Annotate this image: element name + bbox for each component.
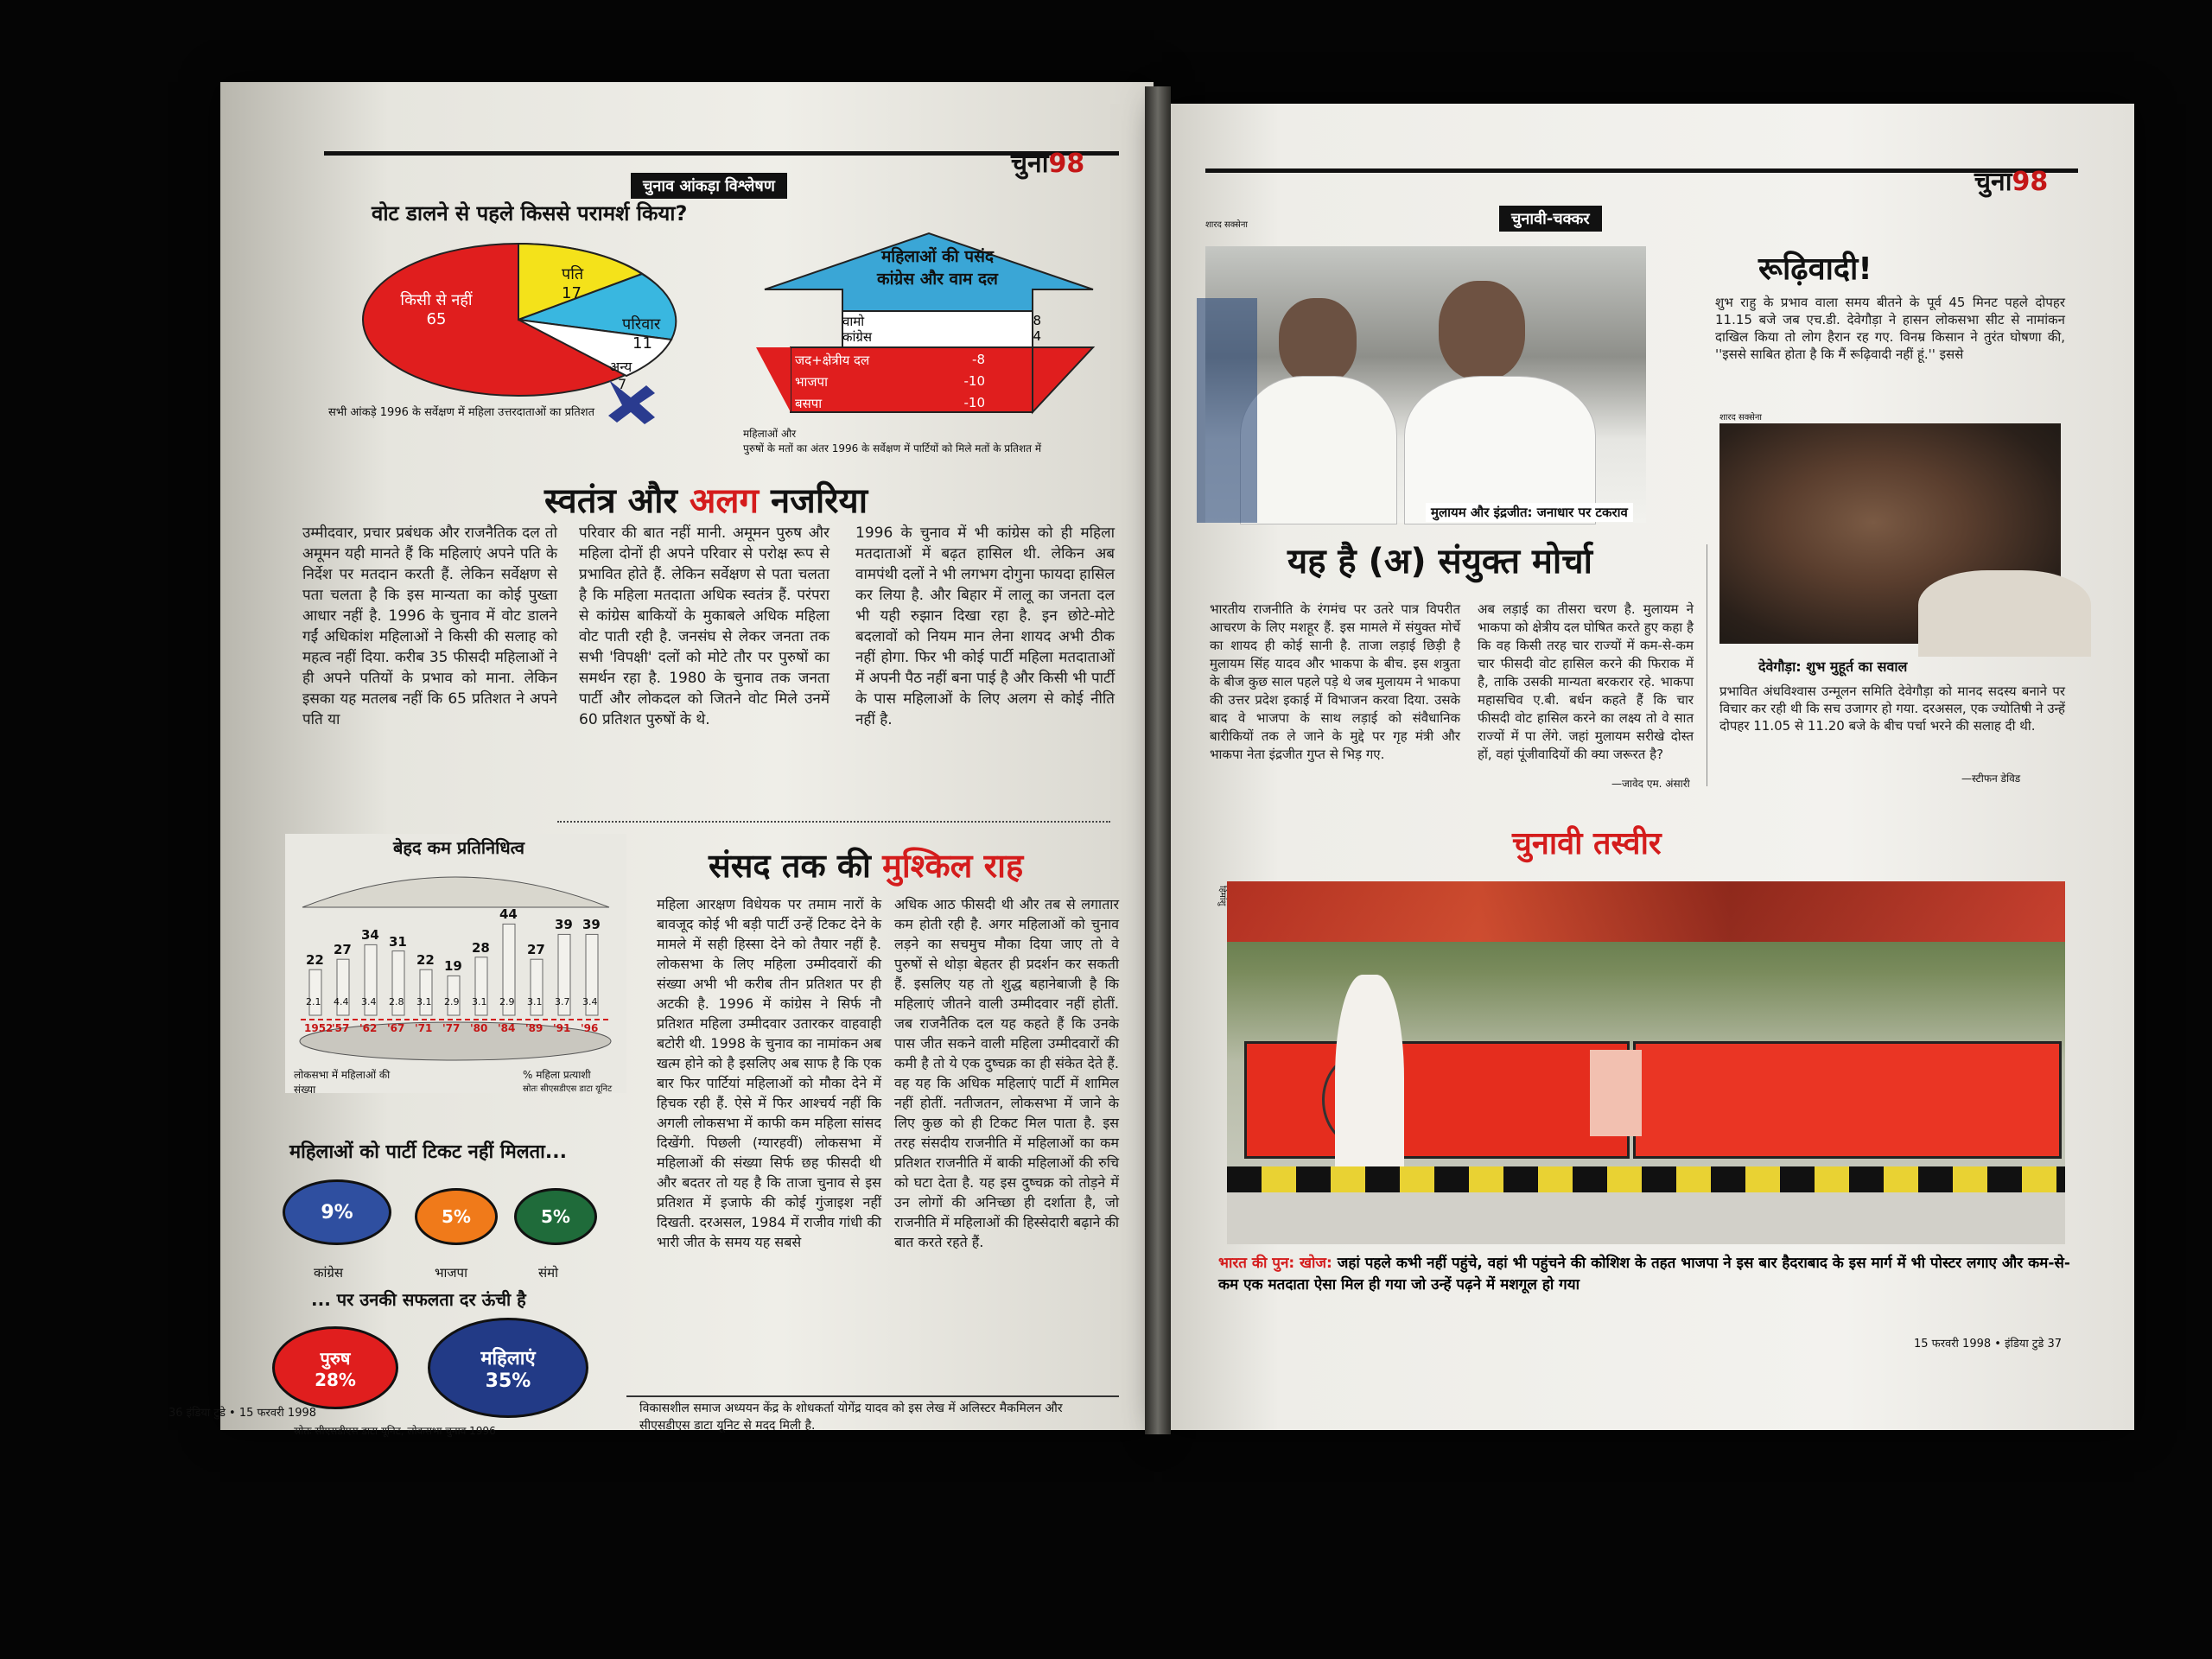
pref-rows xyxy=(842,313,1041,346)
side-caption: देवेगौड़ा: शुभ मुहूर्त का सवाल xyxy=(1758,658,1908,675)
success-men-circle: पुरुष 28% xyxy=(272,1326,398,1409)
year-label: '77 xyxy=(442,1022,461,1034)
ticket-um-circle: 5% xyxy=(514,1188,597,1245)
article2-heading: संसद तक की मुश्किल राह xyxy=(709,847,1024,885)
photo2-caption: भारत की पुन: खोज: जहां पहले कभी नहीं पहुंचे, वहां भी पहुंचने की कोशिश के तहत भाजपा ने इस बार हैदराबाद के इस मार्ग में भी पोस्टर लगाए और कम-से-कम एक मतदाता ऐसा मिल ही गया जो उन्हें पढ़ने में मशगूल हो गया xyxy=(1218,1255,2070,1294)
year-label: '57 xyxy=(332,1022,350,1034)
seat-value-label: 27 xyxy=(334,942,352,958)
success-title: ... पर उनकी सफलता दर ऊंची है xyxy=(311,1289,526,1310)
right-folio: 15 फरवरी 1998 • इंडिया टुडे 37 xyxy=(1914,1338,2063,1351)
footnote-rule xyxy=(626,1395,1119,1397)
pie-label-none: किसी से नहीं 65 xyxy=(400,291,473,328)
year-label: 1952 xyxy=(304,1022,334,1034)
side-photo-credit: शारद सक्सेना xyxy=(1719,413,1763,423)
brand-logo: चुना98 xyxy=(1011,149,1085,179)
article-col2: अब लड़ाई का तीसरा चरण है. मुलायम ने भाकपा को क्षेत्रीय दल घोषित करते हुए कहा है कि वह किसी तरह चार राज्यों में कम-से-कम चार फीसदी वोट हासिल करने की फिराक में है, ताकि उसकी मान्यता बरकरार रहे. भाकपा महासचिव ए.बी. बर्धन कहते हैं कि चार फीसदी वोट हासिल करने का लक्ष्य तो वे सात राज्यों में पा लेंगे. जहां मुलायम सरीखे दोस्त हों, वहां पूंजीवादियों की क्या जरूरत है? xyxy=(1478,601,1694,762)
photo-devegowda xyxy=(1719,423,2061,644)
photo2-heading: चुनावी तस्वीर xyxy=(1512,826,1662,861)
article1-heading: स्वतंत्र और अलग नजरिया xyxy=(544,481,868,521)
pct-value-label: 3.1 xyxy=(472,996,487,1007)
article-byline: —जावेद एम. अंसारी xyxy=(1611,778,1690,790)
pct-value-label: 3.1 xyxy=(527,996,543,1007)
seat-value-label: 44 xyxy=(499,906,518,923)
pref-title: महिलाओं की पसंद कांग्रेस और वाम दल xyxy=(877,247,998,289)
pct-value-label: 3.4 xyxy=(361,996,377,1007)
side-text2: प्रभावित अंधविश्वास उन्मूलन समिति देवेगौड़ा को मानद सदस्य बनाने पर विचार कर रही थी कि सच उजागर हो गया. दरअसल, एक ज्योतिषी ने उन्हें दोपहर 11.05 से 11.20 बजे के बीच पर्चा भरने की सलाह दी थी. xyxy=(1719,683,2065,734)
side-text: शुभ राहु के प्रभाव वाला समय बीतने के पूर्व 45 मिनट पहले दोपहर 11.15 बजे जब एच.डी. देवेगौड़ा ने हासन लोकसभा सीट से नामांकन दाखिल किया तो लोग हैरान रह गए. विनम्र किसान ने तुरंत घोषणा की, ''इससे साबित होता है कि मैं रूढ़िवादी नहीं हूं.'' इससे xyxy=(1715,295,2065,362)
seat-value-label: 19 xyxy=(444,958,462,975)
seat-value-label: 34 xyxy=(361,927,379,944)
pie-note: सभी आंकड़े 1996 के सर्वेक्षण में महिला उत्तरदाताओं का प्रतिशत xyxy=(328,406,595,419)
pct-value-label: 3.1 xyxy=(416,996,432,1007)
pct-value-label: 3.7 xyxy=(555,996,570,1007)
year-label: '80 xyxy=(470,1022,488,1034)
pie-label-family: परिवार 11 xyxy=(622,315,661,353)
year-label: '96 xyxy=(581,1022,599,1034)
pct-value-label: 3.4 xyxy=(582,996,598,1007)
pref-row: बसपा -10 xyxy=(795,395,985,411)
seat-value-label: 28 xyxy=(472,939,490,956)
pct-value-label: 2.1 xyxy=(306,996,321,1007)
top-rule xyxy=(324,151,1119,156)
article-heading: यह है (अ) संयुक्त मोर्चा xyxy=(1287,542,1593,582)
ticket-bjp-label: भाजपा xyxy=(435,1265,467,1281)
right-page xyxy=(1162,104,2134,1430)
photo-mulayam-indrajit xyxy=(1205,246,1646,523)
pref-rows-negative xyxy=(795,352,985,416)
pref-note: महिलाओं और पुरुषों के मतों का अंतर 1996 के सर्वेक्षण में पार्टियों को मिले मतों के प्रतिशत में xyxy=(743,428,1042,454)
article-col1: भारतीय राजनीति के रंगमंच पर उतरे पात्र विपरीत आचरण के लिए मशहूर हैं. इस मामले में संयुक्त मोर्चे का शायद ही कोई सानी है. ताजा लड़ाई छिड़ी है मुलायम सिंह यादव और भाकपा के बीच. इस शत्रुता के बीज कुछ साल पहले पड़े थे जब मुलायम ने भाकपा की उत्तर प्रदेश इकाई में विभाजन करवा दिया. उसके बाद वे भाजपा के साथ लड़ाई को संवैधानिक बारीकियों तक ले जाने के मुद्दे पर गृह मंत्री और भाकपा नेता इंद्रजीत गुप्त से भिड़ गए. xyxy=(1210,601,1460,762)
pie-chart xyxy=(350,229,739,428)
seat-value-label: 22 xyxy=(416,952,435,969)
section-label: चुनाव आंकड़ा विश्लेषण xyxy=(631,173,787,199)
bar-chart-title: बेहद कम प्रतिनिधित्व xyxy=(393,837,525,858)
article2-col1: महिला आरक्षण विधेयक पर तमाम नारों के बावजूद कोई भी बड़ी पार्टी उन्हें टिकट देने के मामले में सही हिस्सा देने को तैयार नहीं है. लोकसभा के लिए महिला उम्मीदवारों की संख्या अभी भी करीब तीन प्रतिशत पर ही अटकी है. 1996 में कांग्रेस ने सिर्फ नौ प्रतिशत महिला उम्मीदवार उतारकर वाहवाही बटोरी थी. 1998 के चुनाव का नामांकन अब खत्म होने को है इसलिए अब साफ है कि एक बार फिर पार्टियां महिलाओं को मौका देने में हिचक रही हैं. ऐसे में फिर आश्चर्य नहीं कि अगली लोकसभा में काफी कम महिला सांसद दिखेंगी. पिछली (ग्यारहवीं) लोकसभा में महिलाओं की संख्या सिर्फ छह फीसदी थी और बदतर तो यह है कि ताजा चुनाव से इस प्रतिशत में इजाफे की कोई गुंजाइश नहीं दिखती. दरअसल, 1984 में राजीव गांधी की भारी जीत के समय यह सबसे xyxy=(657,896,881,1250)
seat-value-label: 39 xyxy=(555,917,573,933)
bar-labels xyxy=(285,855,626,1097)
year-label: '91 xyxy=(553,1022,571,1034)
seat-value-label: 22 xyxy=(306,952,324,969)
photo1-credit: शारद सक्सेना xyxy=(1205,220,1249,230)
seat-value-label: 39 xyxy=(582,917,601,933)
pref-row: जद+क्षेत्रीय दल -8 xyxy=(795,352,985,368)
photo-election-posters xyxy=(1227,881,2065,1244)
pct-value-label: 2.9 xyxy=(444,996,460,1007)
pct-value-label: 2.9 xyxy=(499,996,515,1007)
pct-value-label: 2.8 xyxy=(389,996,404,1007)
year-label: '67 xyxy=(387,1022,405,1034)
pref-row: वामो 8 xyxy=(842,313,1041,329)
photo1-caption: मुलायम और इंद्रजीत: जनाधार पर टकराव xyxy=(1426,503,1633,522)
year-label: '62 xyxy=(359,1022,378,1034)
side-byline: —स्टीफन डेविड xyxy=(1961,772,2021,785)
ticket-bjp-circle: 5% xyxy=(415,1188,498,1245)
brand-logo: चुना98 xyxy=(1974,167,2049,197)
bar-legend-left: लोकसभा में महिलाओं की संख्या xyxy=(294,1069,391,1096)
photo2-credit: हिमांशु xyxy=(1217,886,1227,906)
side-heading: रूढ़िवादी! xyxy=(1758,251,1872,287)
ticket-congress-label: कांग्रेस xyxy=(314,1265,344,1281)
article1-col1: उम्मीदवार, प्रचार प्रबंधक और राजनैतिक दल तो अमूमन यही मानते हैं कि महिलाएं अपने पति के निर्देश पर मतदान करती हैं. लेकिन सर्वेक्षण से पता चलता है कि इस मान्यता का कोई पुख्ता आधार नहीं है. 1996 के चुनाव में वोट डालने गईं अधिकांश महिलाओं ने किसी की सलाह को महत्व नहीं दिया. करीब 35 फीसदी महिलाओं ने ही अपने पतियों के प्रभाव को माना. लेकिन इसका यह मतलब नहीं कि 65 प्रतिशत ने अपने पति या xyxy=(302,524,557,728)
article2-col2: अधिक आठ फीसदी थी और तब से लगातार कम होती रही है. अगर महिलाओं को चुनाव लड़ने का सचमुच मौका दिया जाए तो वे पुरुषों से थोड़ा बेहतर ही प्रदर्शन कर सकती हैं. इसलिए यह तो शुद्ध बहानेबाजी है कि महिलाएं जीतने वाली उम्मीदवार नहीं होतीं. जब राजनैतिक दल यह कहते हैं कि उनके पास जीत सकने वाली महिला उम्मीदवारों की कमी है तो ये एक दुष्चक्र का ही संकेत देते हैं. वह यह कि अधिक महिलाएं पार्टी में शामिल नहीं होतीं. नतीजतन, लोकसभा में जाने के लिए कुछ को ही टिकट मिल पाता है. इस तरह संसदीय राजनीति में महिलाओं का कम प्रतिशत राजनीति में बाकी महिलाओं की रुचि को घटा देता है. यह इस दुष्चक्र को तोड़ने में उन लोगों की अनिच्छा ही दर्शाता है, जो राजनीति में महिलाओं की हिस्सेदारी बढ़ाने की बात करते रहते हैं. xyxy=(894,896,1119,1250)
success-source: स्रोतः सीएसडीएस डाटा यूनिट, लोकसभा चुनाव 1996 xyxy=(294,1425,496,1437)
seat-value-label: 31 xyxy=(389,933,407,950)
section-label: चुनावी-चक्कर xyxy=(1499,206,1602,232)
pie-title: वोट डालने से पहले किससे परामर्श किया? xyxy=(372,201,688,226)
left-page xyxy=(168,82,1154,1437)
pie-label-husband: पति 17 xyxy=(562,265,584,302)
success-women-circle: महिलाएं 35% xyxy=(428,1318,588,1418)
article2-footnote: विकासशील समाज अध्ययन केंद्र के शोधकर्ता योगेंद्र यादव को इस लेख में अलिस्टर मैकमिलन और सीएसडीएस डाटा यूनिट से मदद मिली है. xyxy=(639,1402,1063,1433)
page-spine xyxy=(1145,86,1171,1434)
year-label: '71 xyxy=(415,1022,433,1034)
ticket-congress-circle: 9% xyxy=(283,1179,391,1245)
article1-col2: परिवार की बात नहीं मानी. अमूमन पुरुष और महिला दोनों ही अपने परिवार से परोक्ष रूप से प्रभावित होते हैं. लेकिन सर्वेक्षण से पता चलता है कि महिला मतदाता अधिक स्वतंत्र हैं. परंपरा से कांग्रेस बाकियों के मुकाबले अधिक महिला वोट पाती रही है. जनसंघ से लेकर जनता तक सभी 'विपक्षी' दलों को मोटे तौर पर पुरुषों का समर्थन रहा है. 1980 के चुनाव तक जनता पार्टी और लोकदल को जितने वोट मिले उनमें 60 प्रतिशत पुरुषों के थे. xyxy=(579,524,830,728)
dotted-divider xyxy=(557,821,1110,823)
top-rule xyxy=(1205,168,2078,173)
ticket-um-label: संमो xyxy=(538,1265,558,1281)
left-folio: 36 इंडिया टुडे • 15 फरवरी 1998 xyxy=(168,1407,317,1420)
pct-value-label: 4.4 xyxy=(334,996,349,1007)
seat-value-label: 27 xyxy=(527,942,545,958)
bar-legend-right: % महिला प्रत्याशी स्रोतः सीएसडीएस डाटा यूनिट xyxy=(523,1069,613,1094)
ticket-title: महिलाओं को पार्टी टिकट नहीं मिलता... xyxy=(289,1141,567,1163)
pref-row: भाजपा -10 xyxy=(795,373,985,390)
year-label: '84 xyxy=(498,1022,516,1034)
year-label: '89 xyxy=(525,1022,543,1034)
article1-col3: 1996 के चुनाव में भी कांग्रेस को ही महिला मतदाताओं में बढ़त हासिल थी. लेकिन अब वामपंथी दलों ने भी लगभग दोगुना फायदा हासिल कर लिया है. और बिहार में लालू का जनता दल भी यही रुझान दिखा रहा है. इन छोटे-मोटे बदलावों को नियम मान लेना शायद अभी ठीक नहीं होगा. फिर भी कोई पार्टी महिला मतदाताओं में अपनी पैठ नहीं बना पाई है और किसी भी पार्टी के पास महिलाओं के लिए अलग से कोई नीति नहीं है. xyxy=(855,524,1115,728)
pref-row: कांग्रेस 4 xyxy=(842,328,1041,345)
pie-label-other: अन्य 7 xyxy=(609,359,632,392)
